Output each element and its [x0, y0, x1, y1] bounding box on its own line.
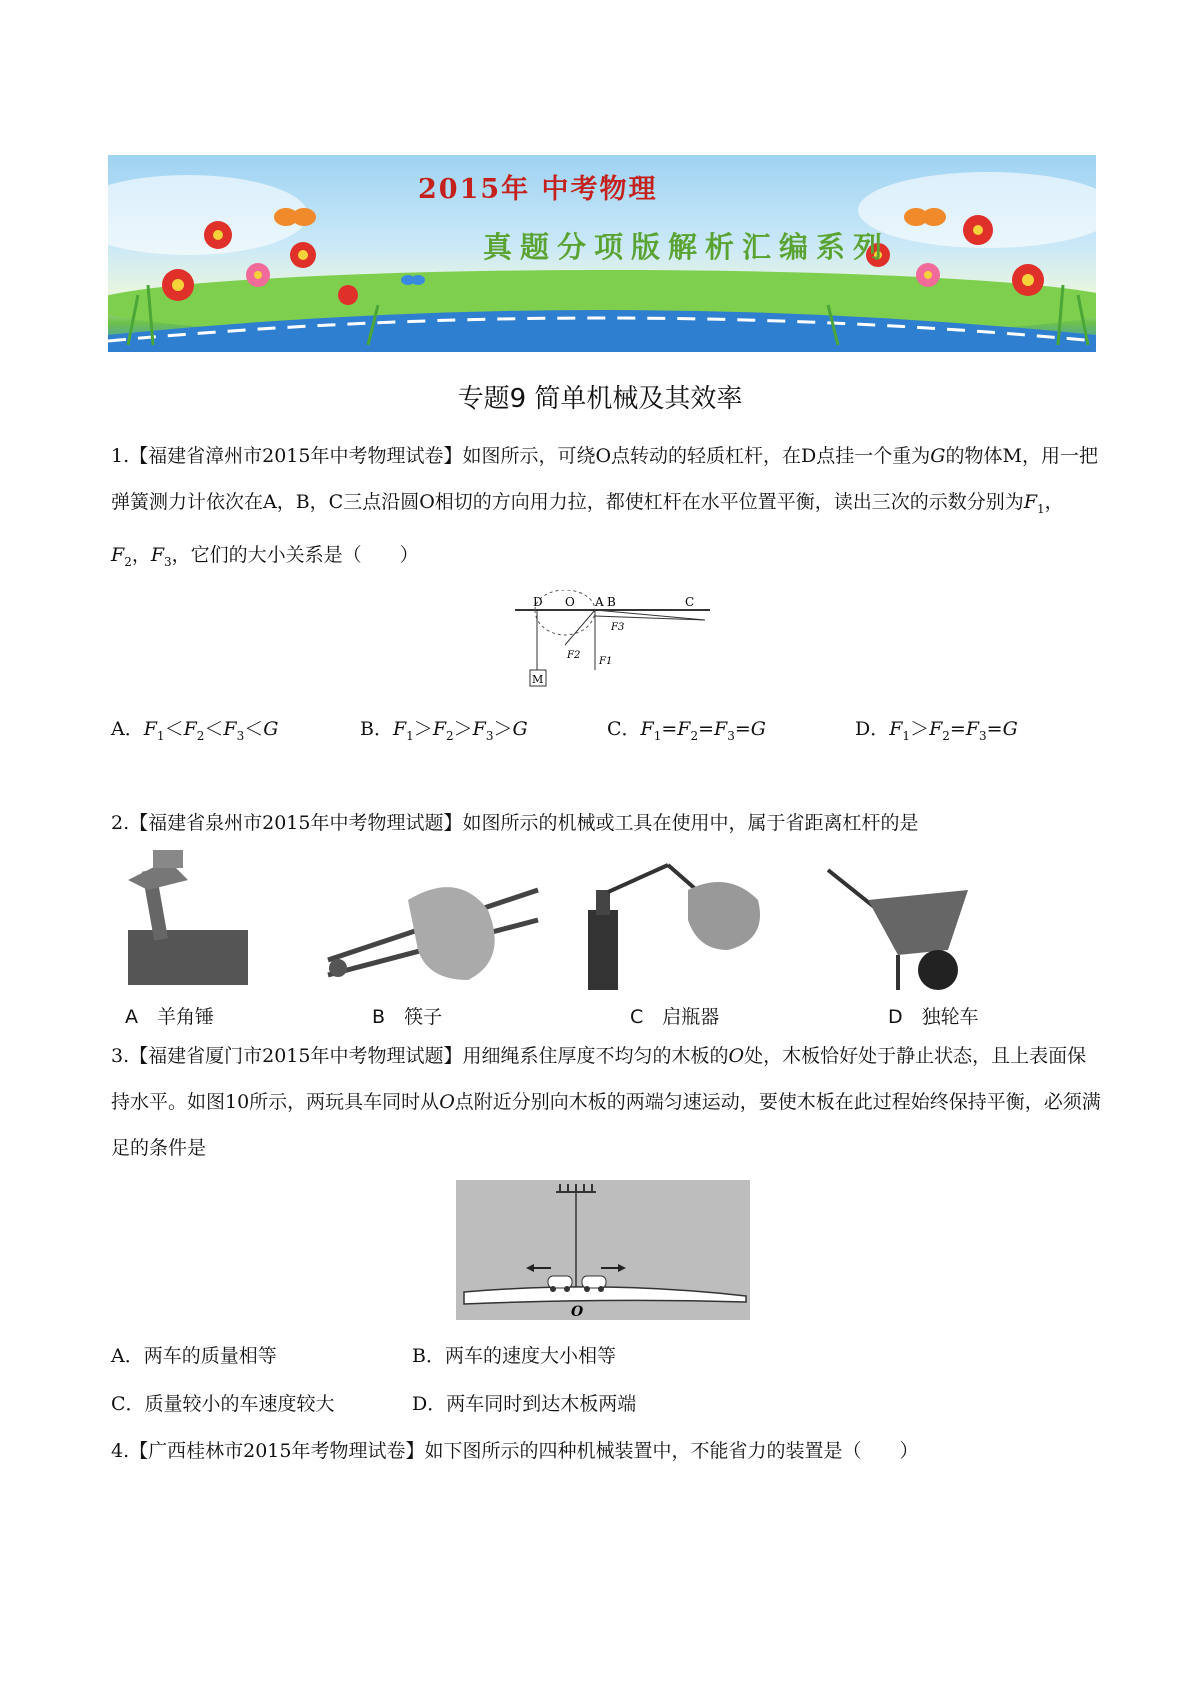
banner-title-line1: 2015年 中考物理: [418, 174, 658, 205]
claw-hammer-icon: [128, 850, 248, 985]
svg-text:F3: F3: [611, 622, 625, 633]
svg-text:F1: F1: [599, 656, 613, 667]
question-3-option-d: D．两车同时到达木板两端: [412, 1393, 637, 1415]
question-4-text: 4.【广西桂林市2015年考物理试卷】如下图所示的四种机械装置中，不能省力的装置是（ ）: [111, 1440, 919, 1462]
svg-text:O: O: [571, 1304, 584, 1320]
question-3-option-a: A．两车的质量相等: [111, 1345, 277, 1367]
question-3-text: 3.【福建省厦门市2015年中考物理试题】用细绳系住厚度不均匀的木板的O处，木板恰好处于静止状态，且上表面保持水平。如图10所示，两玩具车同时从O点附近分别向木板的两端匀速运动，要使木板在此过程始终保持平衡，必须满足的条件是: [111, 1045, 1101, 1159]
svg-text:D: D: [533, 595, 543, 609]
svg-text:F2: F2: [567, 650, 581, 661]
question-3-option-b: B．两车的速度大小相等: [412, 1345, 616, 1367]
wheelbarrow-icon: [828, 870, 968, 990]
question-1-option-b: B．$F_1>F_2>F_3>G$: [360, 718, 528, 743]
svg-text:M: M: [532, 673, 544, 686]
svg-text:C: C: [685, 595, 695, 609]
bottle-opener-icon: [588, 865, 760, 990]
question-2-caption-c: C 启瓶器: [630, 1006, 720, 1028]
question-1-option-c: C．$F_1=F_2=F_3=G$: [607, 718, 766, 743]
question-1-option-a: A．$F_1<F_2<F_3<G$: [111, 718, 279, 743]
svg-text:B: B: [607, 595, 616, 609]
question-1-lever-figure: [515, 590, 710, 694]
question-2-caption-d: D 独轮车: [888, 1006, 979, 1028]
page-title: 专题9 简单机械及其效率: [457, 384, 743, 414]
chopsticks-icon: [328, 887, 538, 980]
banner-title-line2: 真题分项版解析汇编系列: [483, 230, 891, 264]
question-2-text: 2.【福建省泉州市2015年中考物理试题】如图所示的机械或工具在使用中，属于省距离杠杆的是: [111, 812, 919, 834]
question-1-text: 1.【福建省漳州市2015年中考物理试卷】如图所示，可绕O点转动的轻质杠杆，在D点挂一个重为G的物体M，用一把弹簧测力计依次在A，B，C三点沿圆O相切的方向用力拉，都使杠杆在水平位置平衡，读出三次的示数分别为$F_1$，$F_2$，$F_3$，它们的大小关系是（ ）: [111, 445, 1098, 569]
header-banner: [108, 155, 1096, 352]
svg-text:O: O: [565, 595, 575, 609]
question-2-caption-a: A 羊角锤: [125, 1006, 215, 1028]
question-3-board-figure: [456, 1180, 750, 1324]
question-2-caption-b: B 筷子: [372, 1006, 443, 1028]
question-2-tools-figure: [108, 850, 1008, 1004]
question-1-option-d: D．$F_1>F_2=F_3=G$: [855, 718, 1018, 743]
svg-text:A: A: [595, 595, 604, 609]
question-3-option-c: C．质量较小的车速度较大: [111, 1393, 335, 1415]
